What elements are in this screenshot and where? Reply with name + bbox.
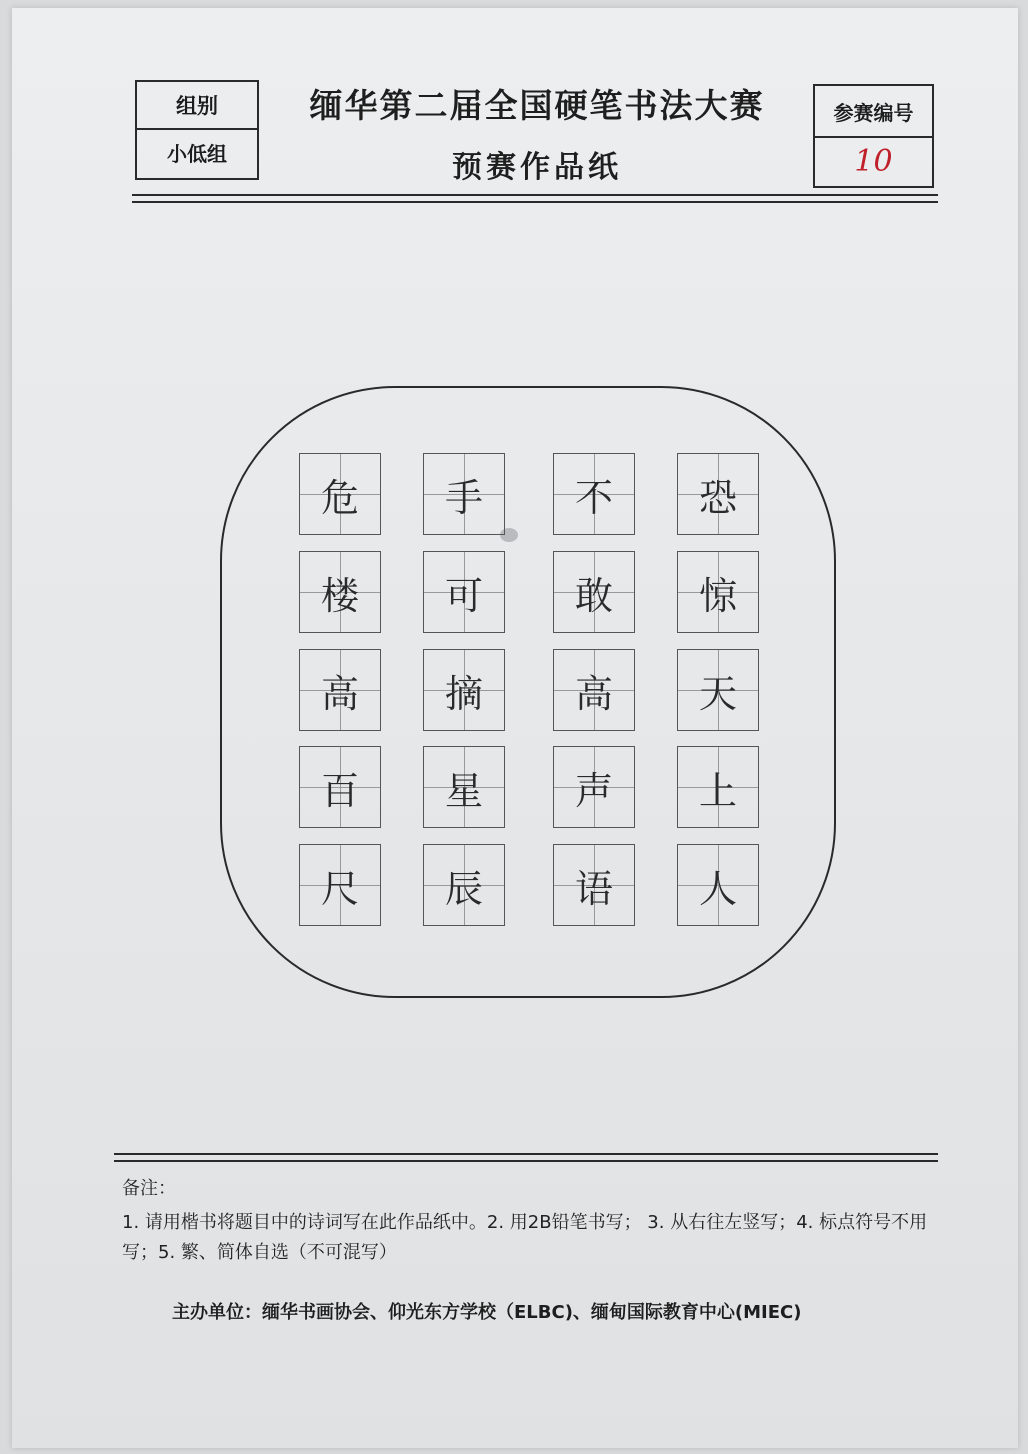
page-title: 缅华第二届全国硬笔书法大赛 <box>309 86 765 125</box>
grid-cell <box>677 649 759 731</box>
grid-character: 楼 <box>320 573 359 618</box>
grid-character: 天 <box>698 671 737 716</box>
header-rule-bottom <box>132 201 938 203</box>
grid-cell <box>677 453 759 535</box>
organizer-line: 主办单位：缅华书画协会、仰光东方学校（ELBC)、缅甸国际教育中心(MIEC) <box>172 1302 802 1323</box>
grid-character: 语 <box>574 866 613 911</box>
grid-character: 不 <box>574 475 613 520</box>
group-box <box>135 80 259 180</box>
header-rule-top <box>132 194 938 196</box>
grid-character: 可 <box>444 573 483 618</box>
group-label: 组别 <box>137 82 257 130</box>
grid-cell <box>553 746 635 828</box>
grid-cell <box>423 551 505 633</box>
grid-cell <box>299 453 381 535</box>
grid-cell <box>299 746 381 828</box>
grid-character: 摘 <box>444 671 483 716</box>
notes-label: 备注： <box>122 1178 176 1199</box>
grid-character: 辰 <box>444 866 483 911</box>
grid-cell <box>553 649 635 731</box>
grid-character: 高 <box>320 671 359 716</box>
grid-character: 高 <box>574 671 613 716</box>
grid-cell <box>423 453 505 535</box>
grid-cell <box>299 649 381 731</box>
grid-character: 尺 <box>320 866 359 911</box>
grid-cell <box>299 551 381 633</box>
grid-cell <box>299 844 381 926</box>
grid-character: 星 <box>444 768 483 813</box>
entry-number-label: 参赛编号 <box>815 86 932 138</box>
entry-sheet <box>12 8 1018 1448</box>
grid-cell <box>423 746 505 828</box>
notes-text: 1. 请用楷书将题目中的诗词写在此作品纸中。2. 用2B铅笔书写； 3. 从右往左竖写；4. 标点符号不用写；5. 繁、简体自选（不可混写） <box>122 1212 928 1263</box>
entry-number-value: 10 <box>854 143 893 179</box>
grid-character: 人 <box>698 866 737 911</box>
grid-cell <box>553 844 635 926</box>
grid-cell <box>423 844 505 926</box>
grid-cell <box>677 746 759 828</box>
grid-cell <box>553 551 635 633</box>
grid-character: 手 <box>444 475 483 520</box>
grid-character: 敢 <box>574 573 613 618</box>
grid-character: 上 <box>698 768 737 813</box>
footer-rule-top <box>114 1153 938 1155</box>
grid-cell <box>677 844 759 926</box>
grid-character: 恐 <box>698 475 737 520</box>
grid-cell <box>553 453 635 535</box>
group-value: 小低组 <box>167 141 227 166</box>
page-subtitle: 预赛作品纸 <box>452 150 622 185</box>
grid-cell <box>677 551 759 633</box>
grid-character: 百 <box>320 768 359 813</box>
grid-character: 危 <box>320 475 359 520</box>
footer-rule-bottom <box>114 1160 938 1162</box>
entry-number-box <box>813 84 934 188</box>
grid-character: 声 <box>574 768 613 813</box>
grid-cell <box>423 649 505 731</box>
grid-character: 惊 <box>698 573 737 618</box>
